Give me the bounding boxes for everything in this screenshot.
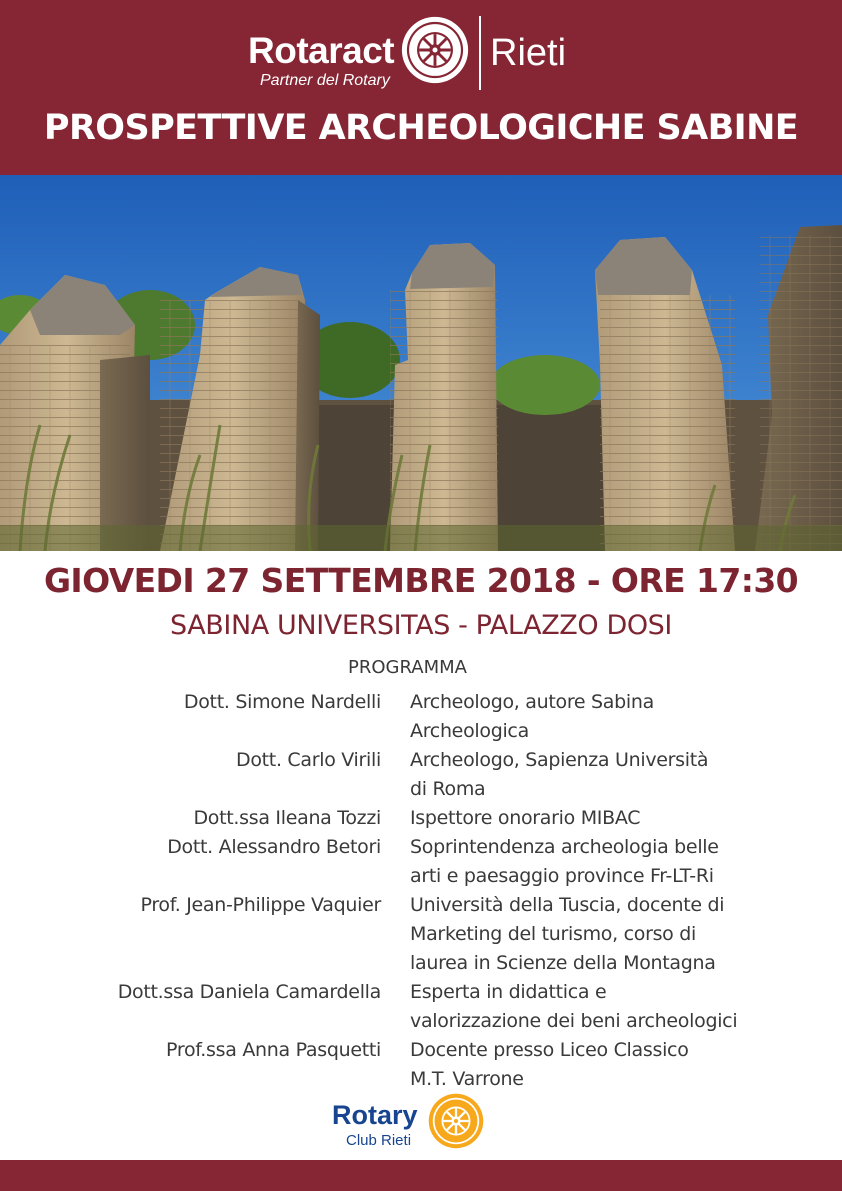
speaker-role: Università della Tuscia, docente di Marketing del turismo, corso di laurea in Scienze della Montagna xyxy=(410,894,725,974)
event-date-time: GIOVEDI 27 SETTEMBRE 2018 - ORE 17:30 xyxy=(43,561,799,600)
footer-brand-name: Rotary xyxy=(332,1100,418,1130)
speaker-list xyxy=(0,688,842,1094)
brand-city: Rieti xyxy=(490,32,567,74)
speaker-name: Dott.ssa Ileana Tozzi xyxy=(193,807,381,829)
speaker-role: Archeologo, Sapienza Università di Roma xyxy=(410,749,709,800)
footer-brand-sub: Club Rieti xyxy=(346,1132,412,1149)
speaker-row xyxy=(0,688,842,746)
speaker-role: Docente presso Liceo Classico M.T. Varrone xyxy=(410,1039,689,1090)
speaker-name: Dott. Alessandro Betori xyxy=(167,836,381,858)
aqueduct-photo xyxy=(0,175,842,551)
speaker-role: Archeologo, autore Sabina Archeologica xyxy=(410,691,654,742)
speaker-row xyxy=(0,833,842,891)
speaker-row xyxy=(0,891,842,978)
page-title: PROSPETTIVE ARCHEOLOGICHE SABINE xyxy=(43,108,799,148)
speaker-role: Ispettore onorario MIBAC xyxy=(410,807,641,829)
brand-tagline: Partner del Rotary xyxy=(260,72,390,89)
brand-name: Rotaract xyxy=(248,30,395,71)
rotary-club-logo xyxy=(332,1092,492,1156)
speaker-role: Soprintendenza archeologia belle arti e paesaggio province Fr-LT-Ri xyxy=(410,836,719,887)
speaker-name: Prof. Jean-Philippe Vaquier xyxy=(140,894,381,916)
header-banner xyxy=(0,0,842,175)
event-venue: SABINA UNIVERSITAS - PALAZZO DOSI xyxy=(169,610,672,641)
rotary-wheel-icon xyxy=(399,14,471,86)
brand-divider xyxy=(479,16,481,90)
speaker-name: Prof.ssa Anna Pasquetti xyxy=(166,1039,381,1061)
speaker-name: Dott.ssa Daniela Camardella xyxy=(117,981,381,1003)
rotary-wheel-icon xyxy=(427,1092,485,1150)
footer-bar xyxy=(0,1160,842,1191)
program-heading: PROGRAMMA xyxy=(348,657,467,678)
speaker-name: Dott. Simone Nardelli xyxy=(183,691,381,713)
speaker-name: Dott. Carlo Virili xyxy=(235,749,381,771)
speaker-row xyxy=(0,746,842,804)
speaker-row xyxy=(0,804,842,833)
speaker-row xyxy=(0,1036,842,1094)
speaker-row xyxy=(0,978,842,1036)
speaker-role: Esperta in didattica e valorizzazione dei beni archeologici xyxy=(410,981,738,1032)
